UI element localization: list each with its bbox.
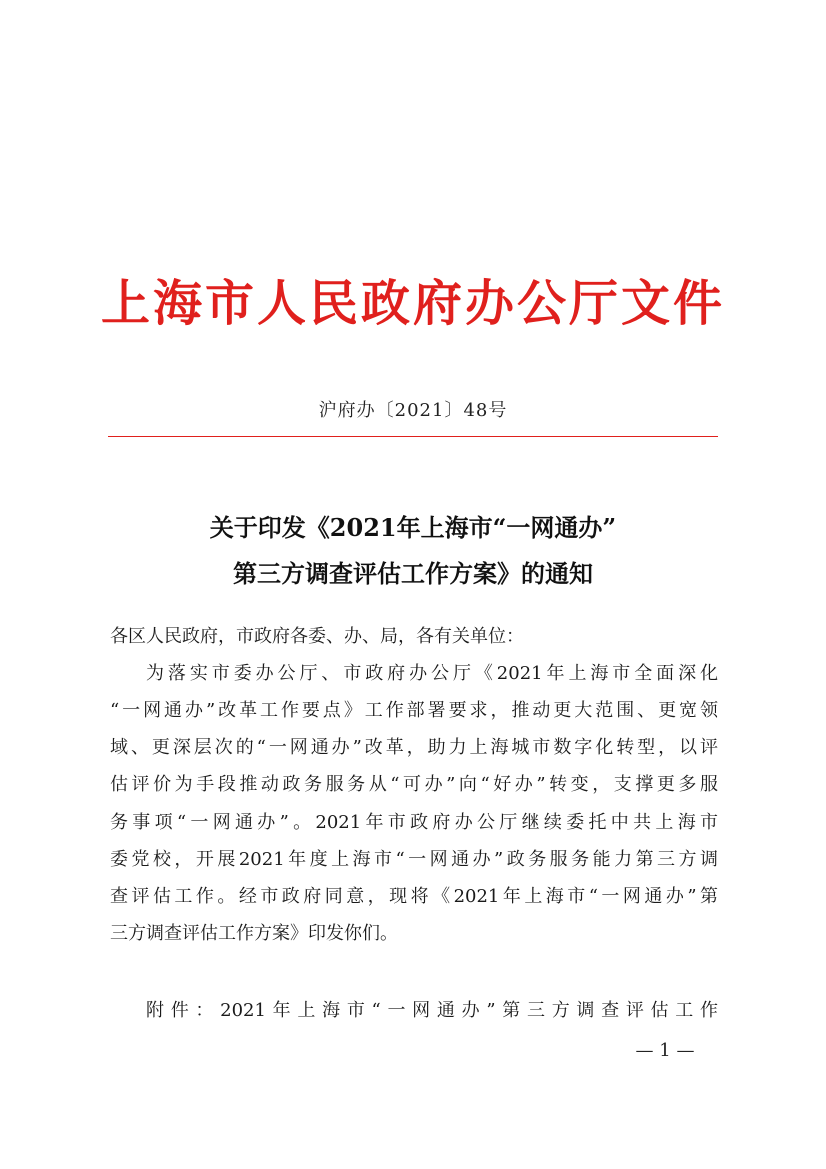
paragraph-line: 委党校，开展2021年度上海市“一网通办”政务服务能力第三方调	[110, 849, 718, 870]
paragraph-line: 域、更深层次的“一网通办”改革，助力上海城市数字化转型，以评	[110, 737, 718, 758]
paragraph-line: 务事项“一网通办”。2021年市政府办公厅继续委托中共上海市	[110, 812, 718, 833]
document-title-line-2: 第三方调查评估工作方案》的通知	[233, 559, 593, 588]
paragraph-line: 三方调查评估工作方案》印发你们。	[110, 923, 398, 944]
paragraph-line: 估评价为手段推动政务服务从“可办”向“好办”转变，支撑更多服	[110, 774, 718, 795]
attachment-line: 附件：2021年上海市“一网通办”第三方调查评估工作	[146, 1000, 718, 1021]
paragraph-line: 为落实市委办公厅、市政府办公厅《2021年上海市全面深化	[146, 663, 718, 684]
salutation: 各区人民政府，市政府各委、办、局，各有关单位：	[110, 626, 524, 647]
paragraph-line: 查评估工作。经市政府同意，现将《2021年上海市“一网通办”第	[110, 886, 718, 907]
paragraph-line: “一网通办”改革工作要点》工作部署要求，推动更大范围、更宽领	[110, 700, 718, 721]
issuer-header: 上海市人民政府办公厅文件	[100, 275, 725, 332]
page-number: — 1 —	[635, 1040, 695, 1061]
red-divider-line	[108, 436, 718, 437]
document-title-line-1: 关于印发《2021年上海市“一网通办”	[209, 513, 617, 542]
document-number: 沪府办〔2021〕48号	[318, 400, 508, 421]
